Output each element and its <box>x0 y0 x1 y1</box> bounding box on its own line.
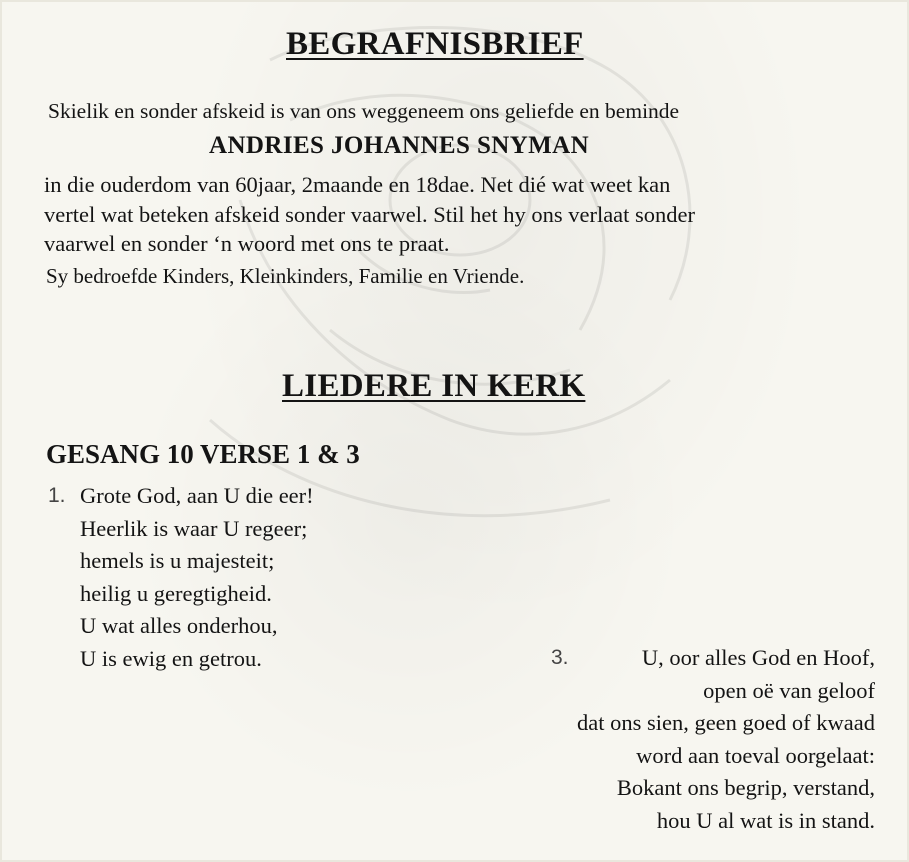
verse-line: U is ewig en getrou. <box>80 645 262 671</box>
verse-line: U, oor alles God en Hoof, <box>641 645 875 670</box>
verse-1 <box>80 480 314 675</box>
paragraph-line: in die ouderdom van 60jaar, 2maande en 18dae. Net dié wat weet kan <box>44 172 671 197</box>
verse-line: Heerlik is waar U regeer; <box>80 515 308 541</box>
verse-line: dat ons sien, geen goed of kwaad <box>576 710 875 735</box>
verse-line: word aan toeval oorgelaat: <box>636 742 875 768</box>
verse-line: heilig u geregtigheid. <box>80 580 272 606</box>
verse-line: Bokant ons begrip, verstand, <box>616 775 875 800</box>
hymn-title: GESANG 10 VERSE 1 & 3 <box>46 439 360 469</box>
deceased-name: ANDRIES JOHANNES SNYMAN <box>209 132 590 159</box>
paragraph-line: vertel wat beteken afskeid sonder vaarwel. Stil het hy ons verlaat sonder <box>44 202 696 227</box>
section-title: LIEDERE IN KERK <box>282 368 586 404</box>
intro-line: Skielik en sonder afskeid is van ons weggeneem ons geliefde en beminde <box>48 99 680 123</box>
document-title: BEGRAFNISBRIEF <box>286 26 584 62</box>
verse-line: open oë van geloof <box>703 677 875 703</box>
family-signoff-line: Sy bedroefde Kinders, Kleinkinders, Familie en Vriende. <box>46 264 525 288</box>
paragraph-line: vaarwel en sonder ‘n woord met ons te praat. <box>44 231 450 256</box>
verse-3 <box>577 642 875 837</box>
verse-line: U wat alles onderhou, <box>80 613 278 638</box>
verse-line: Grote God, aan U die eer! <box>80 483 314 508</box>
verse-3-number: 3. <box>551 646 569 669</box>
verse-1-number: 1. <box>48 484 66 507</box>
verse-line: hemels is u majesteit; <box>80 548 275 573</box>
verse-line: hou U al wat is in stand. <box>656 807 875 833</box>
